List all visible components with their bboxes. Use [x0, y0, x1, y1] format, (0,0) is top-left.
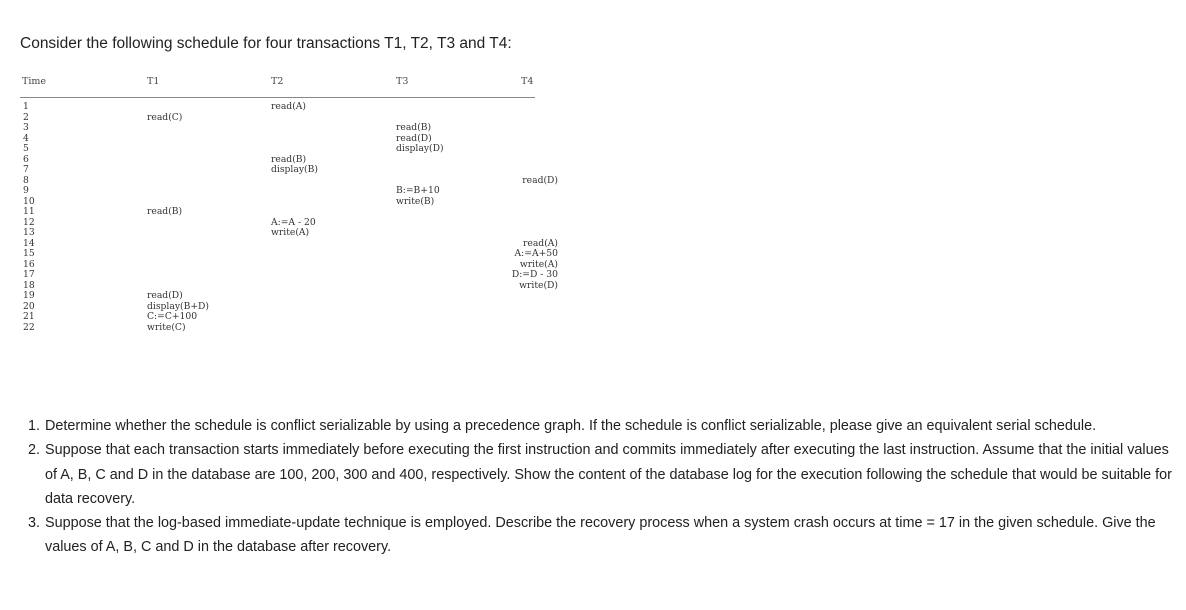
t3-op-time-4: read(D) — [396, 132, 432, 144]
question-number: 3. — [28, 515, 41, 532]
t1-op-time-21: C:=C+100 — [147, 311, 198, 322]
question-text: Suppose that each transaction starts immediately before executing the first instruction and commits immediately after executing the last instruction. Assume that the initial values of A, B, C and D in the database are 100, 200, 300 and 400, respectively. Show the content of the database log for the execution following the schedule that would be suitable for data recovery. — [45, 442, 1172, 507]
time-15: 15 — [23, 248, 35, 259]
time-20: 20 — [23, 300, 35, 312]
t1-op-time-2: read(C) — [147, 111, 183, 123]
t3-op-time-9: B:=B+10 — [396, 185, 440, 196]
t4-op-time-14: read(A) — [523, 237, 558, 249]
t4-op-time-18: write(D) — [519, 279, 558, 291]
question-3 — [28, 511, 1173, 560]
time-9: 9 — [23, 185, 29, 196]
question-2 — [28, 438, 1173, 511]
time-16: 16 — [23, 258, 35, 270]
time-18: 18 — [23, 279, 35, 291]
header-t4: T4 — [521, 76, 534, 87]
time-8: 8 — [23, 174, 29, 186]
question-1 — [28, 414, 1173, 438]
time-17: 17 — [23, 269, 35, 280]
time-12: 12 — [23, 216, 35, 228]
t4-op-time-16: write(A) — [519, 258, 558, 270]
time-21: 21 — [23, 311, 35, 322]
question-number: 1. — [28, 418, 41, 434]
header-t2: T2 — [271, 76, 284, 87]
question-number: 2. — [28, 442, 41, 459]
time-13: 13 — [23, 227, 35, 238]
header-t1: T1 — [147, 76, 160, 87]
t3-op-time-10: write(B) — [396, 195, 435, 207]
header-divider — [20, 97, 535, 98]
time-2: 2 — [23, 111, 29, 123]
time-4: 4 — [23, 132, 29, 144]
time-22: 22 — [23, 321, 35, 333]
t4-op-time-8: read(D) — [522, 174, 558, 186]
time-10: 10 — [23, 195, 35, 207]
problem-title: Consider the following schedule for four transactions T1, T2, T3 and T4: — [20, 35, 512, 52]
header-t3: T3 — [396, 76, 409, 87]
t2-op-time-1: read(A) — [271, 101, 306, 112]
time-19: 19 — [23, 290, 35, 301]
question-text: Determine whether the schedule is conflict serializable by using a precedence graph. If the schedule is conflict serializable, please give an equivalent serial schedule. — [45, 418, 1097, 434]
t3-op-time-5: display(D) — [396, 143, 444, 154]
t1-op-time-20: display(B+D) — [147, 300, 210, 312]
t3-op-time-3: read(B) — [396, 122, 432, 133]
t1-op-time-22: write(C) — [147, 321, 186, 333]
time-1: 1 — [23, 101, 29, 112]
time-7: 7 — [23, 164, 29, 175]
t2-op-time-7: display(B) — [271, 164, 318, 175]
time-14: 14 — [23, 237, 35, 249]
t1-op-time-19: read(D) — [147, 290, 183, 301]
time-6: 6 — [23, 153, 29, 165]
header-time: Time — [22, 76, 47, 87]
t2-op-time-12: A:=A - 20 — [271, 216, 316, 228]
time-5: 5 — [23, 143, 29, 154]
t1-op-time-11: read(B) — [147, 206, 183, 217]
t2-op-time-13: write(A) — [271, 227, 310, 238]
t2-op-time-6: read(B) — [271, 153, 307, 165]
time-11: 11 — [23, 206, 35, 217]
question-list — [28, 414, 1173, 560]
t4-op-time-15: A:=A+50 — [514, 248, 558, 259]
t4-op-time-17: D:=D - 30 — [511, 269, 558, 280]
question-text: Suppose that the log-based immediate-update technique is employed. Describe the recovery process when a system crash occurs at time = 17 in the given schedule. Give the values of A, B, C and D in the database after recovery. — [45, 515, 1156, 556]
time-3: 3 — [23, 122, 29, 133]
